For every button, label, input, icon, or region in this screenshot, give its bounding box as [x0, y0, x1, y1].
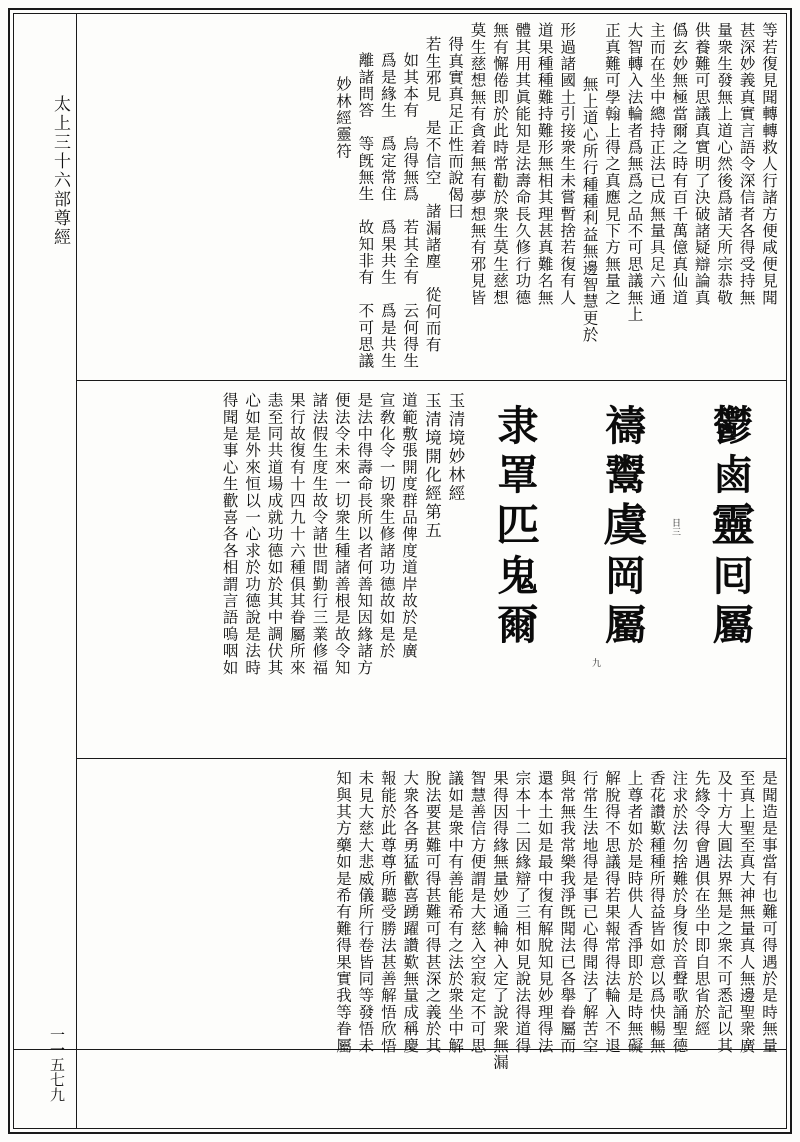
text-column: 正真難可學翰上得之真應見下方無量之	[603, 22, 622, 306]
text-column: 爲是緣生 爲定常住 爲果共生 爲是共生	[378, 52, 397, 370]
text-column: 恚至同共道場成就功德如於其中調伏其	[265, 392, 284, 676]
text-column: 體其用其眞能知是法壽命長久修行功德	[513, 22, 532, 306]
text-column: 得真實真足正性而說偈曰	[446, 36, 465, 220]
text-column: 果行故復有十四九十六種俱其眷屬所來	[287, 392, 306, 676]
text-column: 宣敎化令一切衆生修諸功德故如是於	[377, 392, 396, 660]
section-divider-1	[77, 380, 786, 381]
talisman-annotation: 日三	[670, 518, 680, 536]
text-column: 僞玄妙無極當爾之時有百千萬億真仙道	[670, 22, 689, 306]
text-column: 上尊者如於是時供人香淨即於是時無礙	[625, 770, 644, 1054]
section-divider-2	[77, 758, 786, 759]
text-column: 注求於法勿捨難於身復於音聲歌誦聖德	[670, 770, 689, 1054]
text-body-area	[77, 14, 786, 1071]
talisman-column-left	[469, 402, 567, 649]
text-column: 等若復見聞轉轉救人行諸方便咸便見聞	[760, 22, 778, 306]
talisman-glyph: 鬼	[497, 552, 539, 600]
text-column: 無上道心所行種種利益無邊智慧更於	[580, 76, 599, 344]
sutra-title: 玉清境妙林經	[446, 392, 465, 503]
text-column: 議如是衆中有善能希有之法於衆坐中解	[446, 770, 465, 1054]
text-column: 如其本有 烏得無爲 若其全有 云何得生	[401, 52, 420, 370]
talisman-glyph: 鬻	[604, 451, 646, 499]
talisman-glyph: 岡	[604, 552, 646, 600]
text-column: 便法令未來一切衆生種諸善根是故令知	[332, 392, 351, 676]
talisman-glyph: 屬	[604, 601, 646, 649]
talisman-glyph: 鬱	[712, 402, 754, 450]
text-column: 與常無我常樂我淨旣聞法已各舉眷屬而	[558, 770, 577, 1054]
text-column: 行常生法地得是事已心得聞法了解苦空	[580, 770, 599, 1054]
text-column: 是法中得壽命長所以者何善知因緣諸方	[355, 392, 374, 676]
talisman-glyph: 鹵	[712, 451, 754, 499]
text-column: 是聞造是事當有也難可得遇於是時無量	[760, 770, 778, 1054]
talisman-glyph: 隶	[497, 402, 539, 450]
talisman-column-middle	[577, 402, 675, 649]
talisman-glyph: 匹	[495, 500, 540, 551]
text-column: 道果種種難持難形無相其理甚真難名無	[535, 22, 554, 306]
talisman-seal-panel	[469, 402, 782, 746]
text-block-middle	[77, 392, 467, 748]
text-column: 量衆生發無上道心然後爲諸天所宗恭敬	[715, 22, 734, 306]
folio-number: 一一五七九	[48, 1027, 66, 1102]
talisman-glyph: 爾	[497, 601, 539, 649]
text-column: 果得因得緣無量妙通輪神入定了說衆無漏	[490, 770, 509, 1071]
text-column: 香花讚歎種種所得益皆如意以爲快暢無	[647, 770, 666, 1054]
chapter-title: 玉清境開化經第五	[422, 392, 442, 540]
text-column: 道範敷張開度群品俾度道岸故於是廣	[400, 392, 419, 660]
talisman-glyph: 靈	[711, 500, 756, 551]
talisman-glyph: 囘	[712, 552, 754, 600]
talisman-column-right	[684, 402, 782, 649]
text-column: 無有懈倦即於此時常勸於衆生莫生慈想	[490, 22, 509, 306]
talisman-glyph: 虞	[603, 500, 648, 551]
text-column: 先緣令得會遇俱在坐中即自思省於經	[692, 770, 711, 1038]
text-column: 大智轉入法輪者爲無爲之品不可思議無上	[625, 22, 644, 323]
text-column: 報能於此尊尊所聽受勝法甚善解悟欣悟	[378, 770, 397, 1054]
text-column: 大衆各各勇猛歡喜踴躍讚歎無量成稱慶	[401, 770, 420, 1054]
spine-title: 太上三十六部尊經	[50, 95, 70, 247]
text-column: 脫法要甚難可得甚難可得甚深之義於其	[423, 770, 442, 1054]
text-column: 心如是外來恒以一心求於功德說是法時	[243, 392, 262, 676]
talisman-annotation: 九	[590, 658, 600, 667]
text-column: 得聞是事心生歡喜各各相謂言語嗚咽如	[220, 392, 239, 676]
text-block-lower	[77, 770, 786, 1071]
text-column: 智慧善信方便謂是大慈入空寂定不可思	[468, 770, 487, 1054]
text-column: 未見大慈大悲威儀所行卷皆同等發悟未	[356, 770, 375, 1054]
text-column: 供養難可思議真實明了決破諸疑辯論真	[692, 22, 711, 306]
text-column: 諸法假生度生故令諸世間勤行三業修福	[310, 392, 329, 676]
text-column: 至真上聖至真大神無量真人無邊聖衆廣	[737, 770, 756, 1054]
text-column: 莫生慈想無有貪着無有夢想無有邪見皆	[468, 22, 487, 306]
text-column: 解脫得不思議得若果報常得法輪入不退	[603, 770, 622, 1054]
text-column: 離諸問答 等旣無生 故知非有 不可思議	[356, 52, 375, 370]
text-column: 甚深妙義真實言語令深信者各得受持無	[737, 22, 756, 306]
text-column: 主而在坐中總持正法已成無量具足六通	[647, 22, 666, 306]
text-block-upper	[77, 22, 786, 374]
talisman-caption: 妙林經靈符	[333, 76, 352, 160]
text-column: 若生邪見 是不信空 諸漏諸塵 從何而有	[423, 36, 442, 354]
text-column: 知與其方藥如是希有難得果實我等眷屬	[333, 770, 352, 1054]
talisman-glyph: 禱	[604, 402, 646, 450]
text-column: 宗本十二因緣辯了三相如見說法得道得	[513, 770, 532, 1054]
text-column: 及十方大圓法界無是之衆不可悉記以其	[715, 770, 734, 1054]
text-column: 形過諸國土引接衆生未嘗暫捨若復有人	[558, 22, 577, 306]
text-column: 還本土如是最中復有解脫知見妙理得法	[535, 770, 554, 1054]
talisman-glyph: 屬	[712, 601, 754, 649]
talisman-glyph: 罩	[497, 451, 539, 499]
